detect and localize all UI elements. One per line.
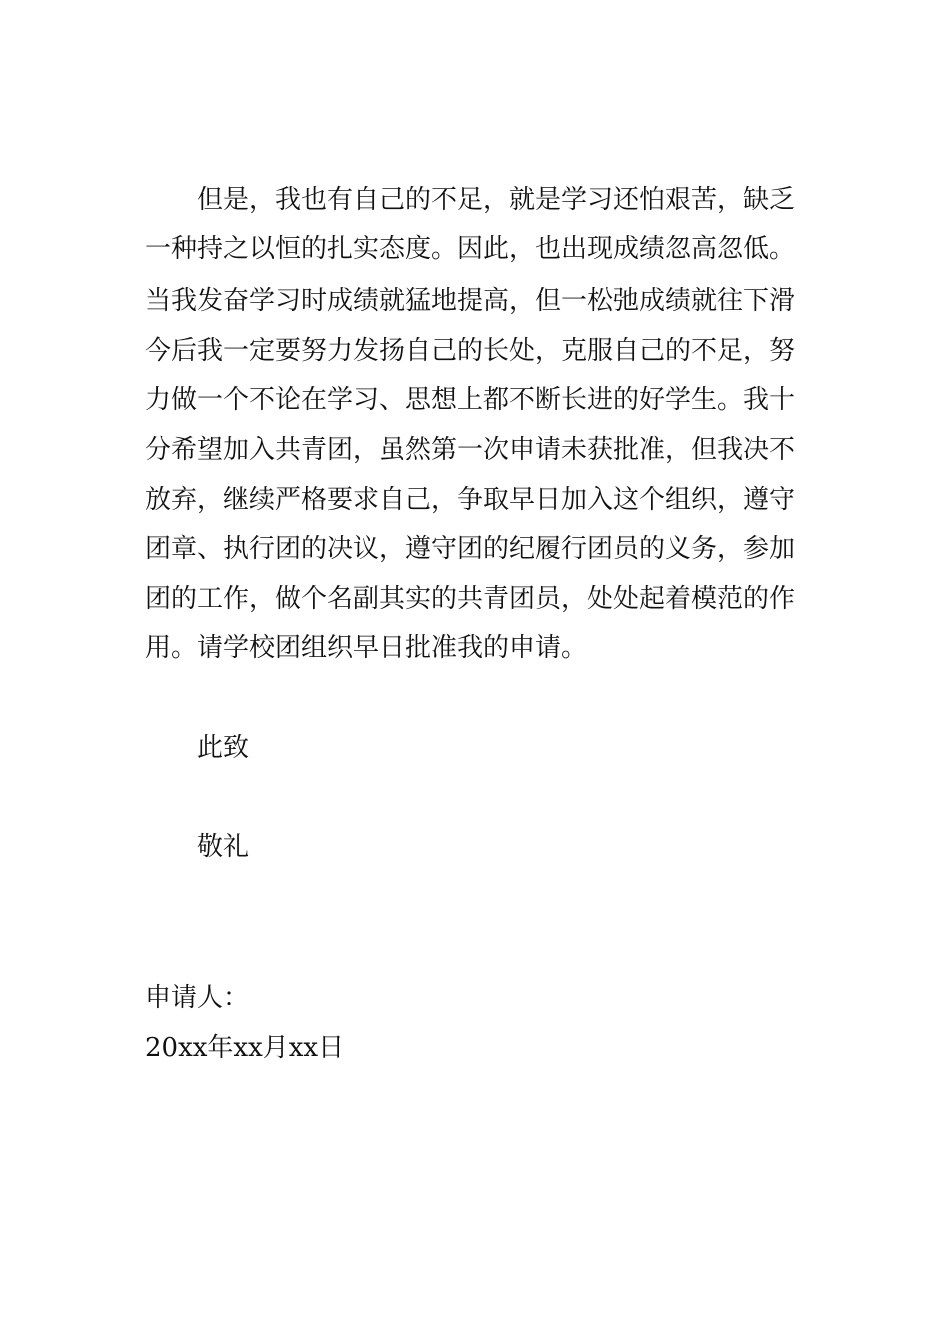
body-line-6: 分希望加入共青团，虽然第一次申请未获批准，但我决不 xyxy=(145,435,796,465)
body-line-7: 放弃，继续严格要求自己，争取早日加入这个组织，遵守 xyxy=(145,485,796,515)
body-line-1: 但是，我也有自己的不足，就是学习还怕艰苦，缺乏 xyxy=(197,185,796,215)
body-line-9: 团的工作，做个名副其实的共青团员，处处起着模范的作 xyxy=(145,584,796,614)
body-line-5: 力做一个不论在学习、思想上都不断长进的好学生。我十 xyxy=(145,385,796,415)
date-line: 20xx年xx月xx日 xyxy=(145,1033,345,1063)
closing-salutation: 此致 xyxy=(197,733,250,763)
body-line-4: 今后我一定要努力发扬自己的长处，克服自己的不足，努 xyxy=(145,336,796,366)
body-line-3: 当我发奋学习时成绩就猛地提高，但一松弛成绩就往下滑 xyxy=(145,286,796,316)
body-line-2: 一种持之以恒的扎实态度。因此，也出现成绩忽高忽低。 xyxy=(145,234,796,264)
signature-label: 申请人： xyxy=(145,983,250,1013)
body-line-8: 团章、执行团的决议，遵守团的纪履行团员的义务，参加 xyxy=(145,534,796,564)
closing-regards: 敬礼 xyxy=(197,832,250,862)
body-line-10: 用。请学校团组织早日批准我的申请。 xyxy=(145,633,588,663)
